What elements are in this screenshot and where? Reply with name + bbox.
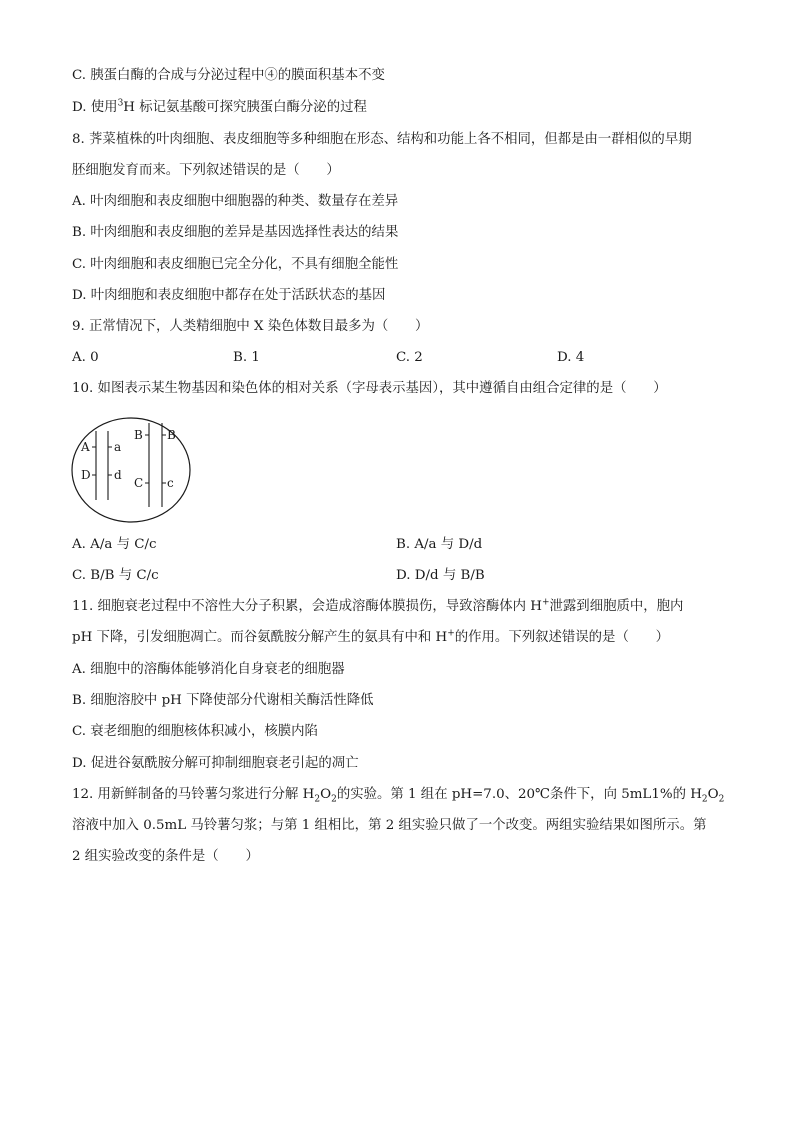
q11-stem-line-1: 11. 细胞衰老过程中不溶性大分子积累，会造成溶酶体膜损伤，导致溶酶体内 H+泄露到细胞质中，胞内 [72,597,684,614]
chromosome-diagram [70,417,196,525]
q7-option-d: D. 使用$^3$H 标记氨基酸可探究胰蛋白酶分泌的过程 [72,98,367,115]
q8-option-b: B. 叶肉细胞和表皮细胞的差异是基因选择性表达的结果 [72,225,399,240]
q11-option-a: A. 细胞中的溶酶体能够消化自身衰老的细胞器 [72,662,345,677]
gene-label-d: d [114,468,122,482]
q9-option-c: C. 2 [396,350,423,365]
q10-option-c: C. B/B 与 C/c [72,568,159,583]
gene-label-C: C [134,476,144,490]
q11-option-d: D. 促进谷氨酰胺分解可抑制细胞衰老引起的凋亡 [72,756,359,771]
q8-option-d: D. 叶肉细胞和表皮细胞中都存在处于活跃状态的基因 [72,288,386,303]
q12-stem-line-1: 12. 用新鲜制备的马铃薯匀浆进行分解 $H_2O_2$的实验。第 1 组在 pH=7.0、20℃条件下，向 5mL1%的 $H_2O_2$ [72,787,725,805]
q7-option-c: C. 胰蛋白酶的合成与分泌过程中④的膜面积基本不变 [72,68,385,83]
q8-stem-line-2: 胚细胞发育而来。下列叙述错误的是（ ） [72,163,340,178]
gene-label-D: D [81,468,91,482]
q10-stem: 10. 如图表示某生物基因和染色体的相对关系（字母表示基因），其中遵循自由组合定律的是（ ） [72,381,667,396]
q12-stem-line-3: 2 组实验改变的条件是（ ） [72,849,259,864]
q8-option-a: A. 叶肉细胞和表皮细胞中细胞器的种类、数量存在差异 [72,194,399,209]
q11-stem-line-2: pH 下降，引发细胞凋亡。而谷氨酰胺分解产生的氨具有中和 H+的作用。下列叙述错误的是（ ） [72,628,670,645]
q9-option-a: A. 0 [72,350,99,365]
gene-label-A: A [81,440,90,454]
q10-option-d: D. D/d 与 B/B [396,568,485,583]
q9-stem: 9. 正常情况下，人类精细胞中 X 染色体数目最多为（ ） [72,319,429,334]
q9-option-b: B. 1 [233,350,260,365]
q12-stem-line-2: 溶液中加入 0.5mL 马铃薯匀浆；与第 1 组相比，第 2 组实验只做了一个改变。两组实验结果如图所示。第 [72,818,707,833]
q10-option-a: A. A/a 与 C/c [72,537,157,552]
q11-option-b: B. 细胞溶胶中 pH 下降使部分代谢相关酶活性降低 [72,693,374,708]
gene-label-a: a [114,440,122,454]
gene-label-B-left: B [134,428,143,442]
q8-option-c: C. 叶肉细胞和表皮细胞已完全分化，不具有细胞全能性 [72,257,399,272]
q9-option-d: D. 4 [557,350,585,365]
gene-label-c: c [167,476,174,490]
q11-option-c: C. 衰老细胞的细胞核体积减小，核膜内陷 [72,724,318,739]
gene-label-B-right: B [167,428,176,442]
q10-option-b: B. A/a 与 D/d [396,537,483,552]
q8-stem-line-1: 8. 荠菜植株的叶肉细胞、表皮细胞等多种细胞在形态、结构和功能上各不相同，但都是由一群相似的早期 [72,132,692,147]
